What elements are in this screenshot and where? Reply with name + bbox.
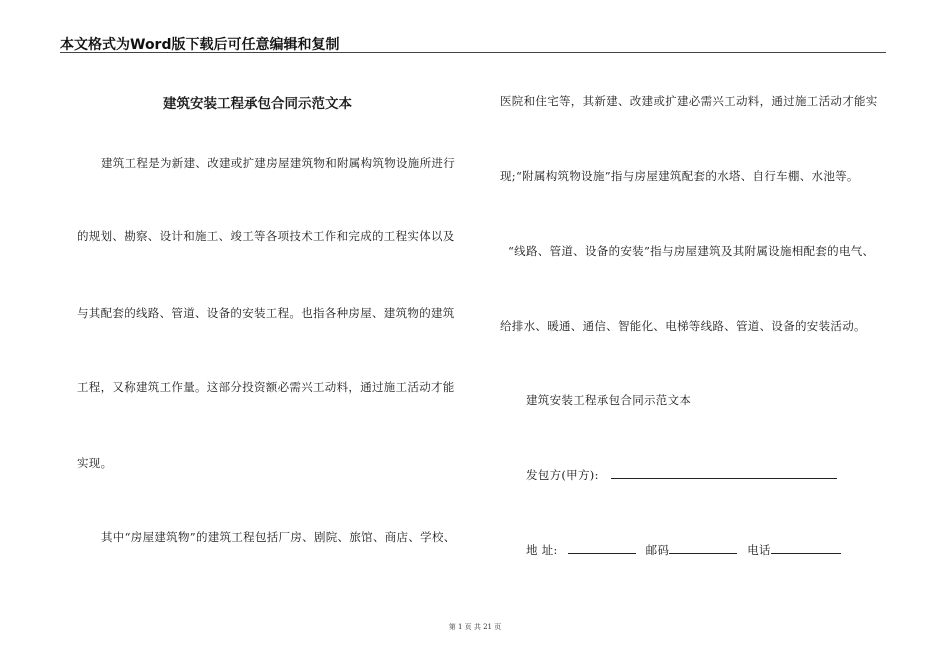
party-a-label: 发包方(甲方): — [526, 468, 599, 482]
address-row — [526, 542, 841, 558]
paragraph-line: “线路、管道、设备的安装”指与房屋建筑及其附属设施相配套的电气、 — [508, 244, 875, 258]
address-label: 地 址: — [526, 543, 558, 557]
phone-field[interactable] — [771, 542, 841, 554]
postcode-field[interactable] — [669, 542, 737, 554]
postcode-label: 邮码 — [645, 543, 670, 557]
paragraph-line: 工程，又称建筑工作量。这部分投资额必需兴工动料，通过施工活动才能 — [77, 380, 455, 394]
phone-label: 电话 — [747, 543, 771, 557]
header-divider — [60, 52, 886, 53]
party-a-row — [526, 467, 837, 483]
paragraph-line: 给排水、暖通、通信、智能化、电梯等线路、管道、设备的安装活动。 — [500, 319, 866, 333]
page-number: 第 1 页 共 21 页 — [448, 623, 502, 631]
paragraph-line: 建筑工程是为新建、改建或扩建房屋建筑物和附属构筑物设施所进行 — [101, 156, 455, 170]
paragraph-line: 与其配套的线路、管道、设备的安装工程。也指各种房屋、建筑物的建筑 — [77, 306, 455, 320]
document-title: 建筑安装工程承包合同示范文本 — [163, 96, 352, 112]
paragraph-line: 医院和住宅等，其新建、改建或扩建必需兴工动料，通过施工活动才能实 — [500, 94, 878, 108]
paragraph-line: 其中“房屋建筑物”的建筑工程包括厂房、剧院、旅馆、商店、学校、 — [101, 530, 456, 544]
address-field[interactable] — [568, 542, 636, 554]
document-header: 本文格式为Word版下载后可任意编辑和复制 — [60, 37, 340, 53]
paragraph-line: 实现。 — [77, 456, 113, 470]
paragraph-line: 现;“附属构筑物设施”指与房屋建筑配套的水塔、自行车棚、水池等。 — [500, 169, 859, 183]
section-heading: 建筑安装工程承包合同示范文本 — [526, 393, 692, 407]
paragraph-line: 的规划、勘察、设计和施工、竣工等各项技术工作和完成的工程实体以及 — [77, 229, 455, 243]
party-a-field[interactable] — [611, 467, 837, 479]
